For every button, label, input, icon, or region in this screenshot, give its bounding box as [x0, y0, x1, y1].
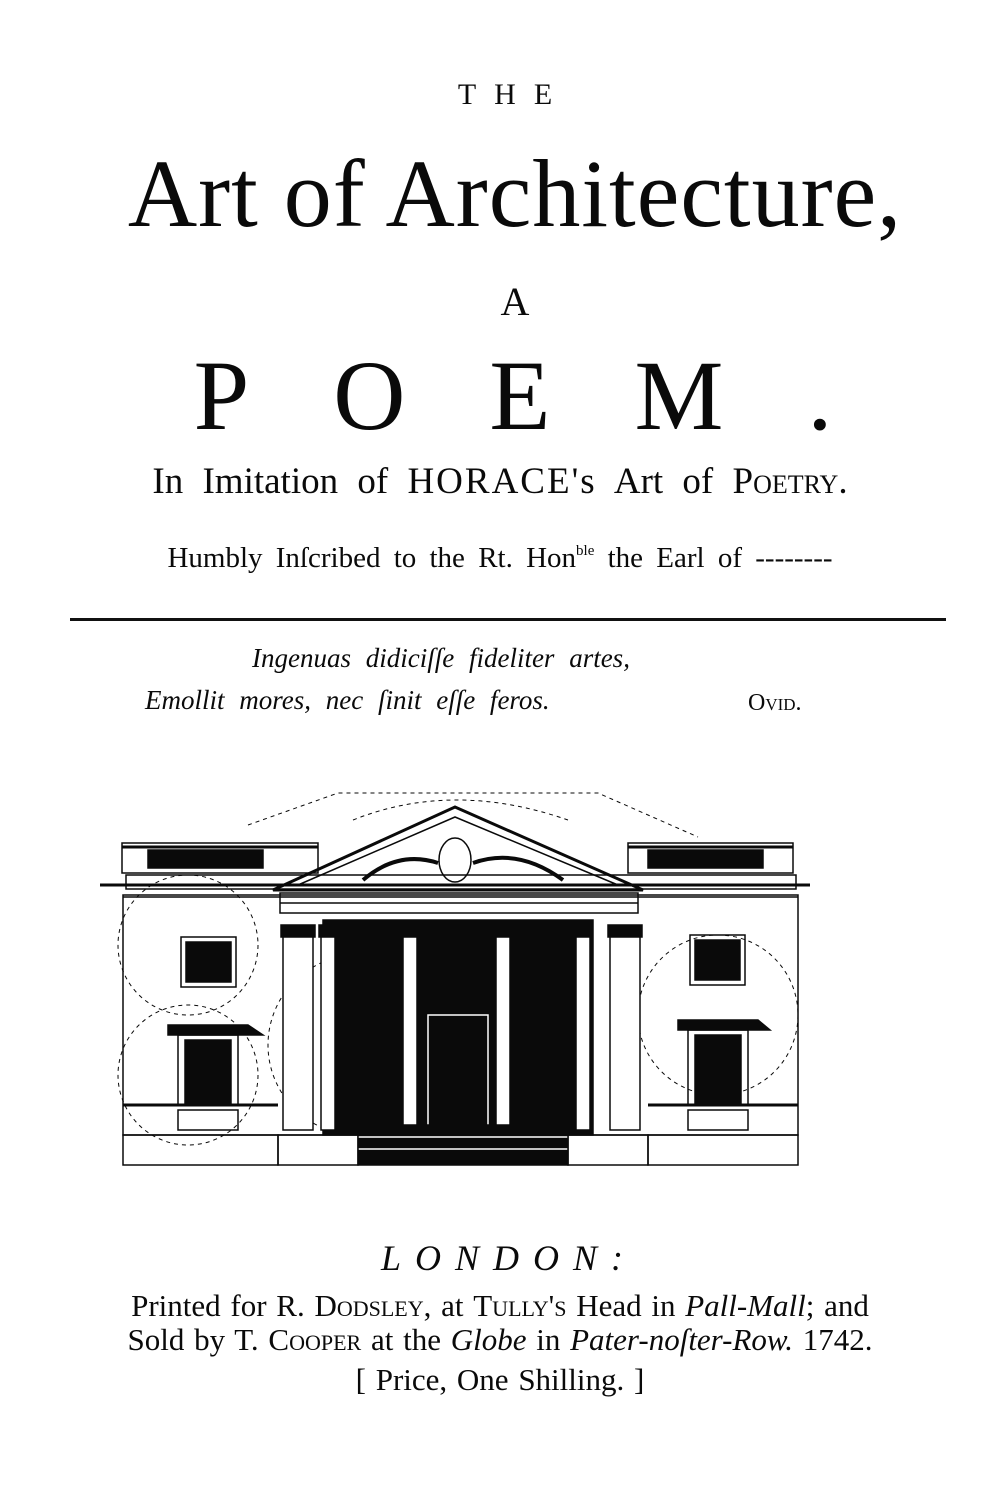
lower-window-right: [678, 1020, 770, 1130]
seller-name: Cooper: [268, 1322, 362, 1357]
dedication-hon-base: Hon: [526, 542, 577, 574]
street-pater-noster-row: Pater-noſter-Row.: [570, 1322, 794, 1357]
portico-recess: [323, 920, 593, 1135]
upper-window-right: [690, 935, 745, 985]
base-left: [123, 1135, 278, 1165]
article-a: A: [500, 279, 530, 324]
dedication-suffix: the Earl of --------: [607, 542, 833, 574]
shop-sign-globe: Globe: [450, 1322, 527, 1357]
imprint-printed-line: [0, 1288, 1000, 1324]
header-the: THE: [457, 78, 571, 111]
main-title: Art of Architecture,: [127, 140, 903, 247]
plinth-right: [568, 1135, 648, 1165]
plinth-left: [278, 1135, 358, 1165]
imitation-work: Poetry.: [732, 461, 848, 502]
horizontal-rule: [70, 618, 946, 621]
entrance-steps: [358, 1125, 568, 1165]
balustrade-left: [122, 843, 318, 873]
motto-line-1: Ingenuas didiciſſe fideliter artes,: [252, 643, 630, 673]
shop-sign: Tully's: [473, 1288, 567, 1323]
motto-line-2: Emollit mores, nec ſinit eſſe feros.: [145, 685, 550, 715]
motto-attribution: Ovid.: [748, 690, 802, 716]
imitation-subtitle: [0, 460, 1000, 503]
imitation-author: HORACE's: [407, 461, 597, 502]
price-line: [ Price, One Shilling. ]: [355, 1362, 645, 1397]
dedication-hon-sup: ble: [576, 543, 595, 559]
dedication-hon: [526, 542, 594, 574]
upper-window-left: [181, 937, 236, 987]
dedication-prefix: Humbly Inſcribed to the: [167, 542, 465, 574]
pediment: [273, 807, 643, 890]
base-right: [648, 1135, 798, 1165]
imitation-middle: Art of: [613, 461, 714, 502]
imprint-city: LONDON:: [380, 1238, 638, 1278]
printed-prefix: Printed for R.: [131, 1288, 305, 1323]
printed-at: at: [441, 1288, 464, 1323]
printed-end: ; and: [805, 1288, 869, 1323]
balustrade-right: [628, 843, 793, 873]
dedication-line: [0, 542, 1000, 575]
imprint-sold-line: [0, 1322, 1000, 1358]
dedication-rt: Rt.: [478, 542, 513, 574]
sold-in: in: [536, 1322, 561, 1357]
sold-at: at the: [370, 1322, 441, 1357]
house-engraving-illustration: [98, 785, 814, 1170]
street-pall-mall: Pall-Mall: [685, 1288, 806, 1323]
imprint-year: 1742.: [802, 1322, 873, 1357]
poem-heading: POEM.: [193, 340, 917, 451]
sold-prefix: Sold by T.: [127, 1322, 259, 1357]
imitation-prefix: In Imitation of: [152, 461, 389, 502]
printed-mid: Head in: [576, 1288, 676, 1323]
printer-name: Dodsley,: [314, 1288, 432, 1323]
